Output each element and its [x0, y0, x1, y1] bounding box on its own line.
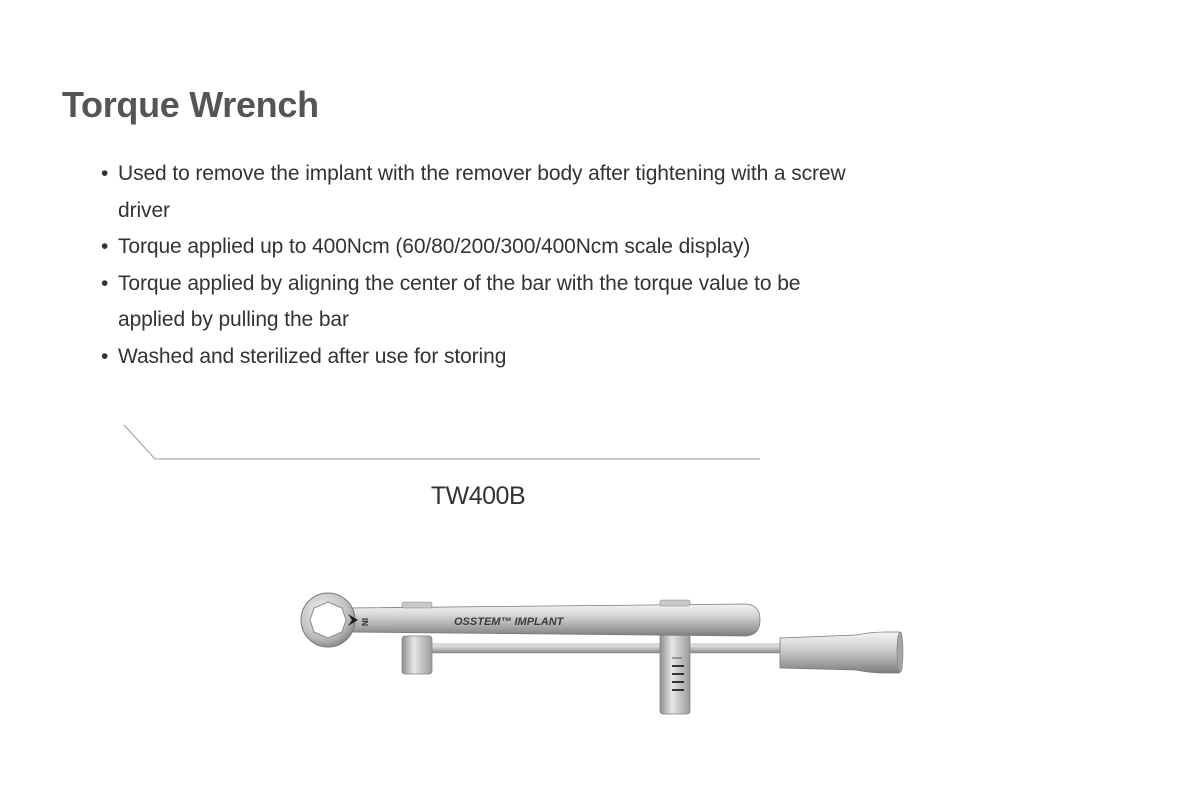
list-item-text: Torque applied up to 400Ncm (60/80/200/300/400Ncm scale display) — [118, 235, 751, 258]
callout-line — [120, 420, 770, 466]
page-title: Torque Wrench — [62, 84, 319, 125]
list-item-text: Used to remove the implant with the remover body after tightening with a screw driver — [118, 162, 846, 222]
bullet-icon: • — [101, 162, 109, 185]
bullet-icon: • — [101, 235, 109, 258]
list-item — [101, 266, 861, 339]
feature-list — [101, 156, 861, 375]
model-label: TW400B — [430, 482, 526, 510]
list-item-text: Washed and sterilized after use for storing — [118, 344, 507, 368]
list-item-text: Torque applied by aligning the center of the bar with the torque value to be applied by pulling the bar — [118, 271, 801, 331]
list-item — [101, 339, 861, 376]
bullet-icon: • — [101, 344, 109, 368]
torque-wrench-image — [296, 588, 906, 720]
bullet-icon: • — [101, 271, 109, 295]
head-marking: IN — [360, 618, 369, 626]
list-item — [101, 156, 861, 229]
brand-engraving: OSSTEM™ IMPLANT — [454, 616, 564, 628]
list-item — [101, 229, 861, 266]
